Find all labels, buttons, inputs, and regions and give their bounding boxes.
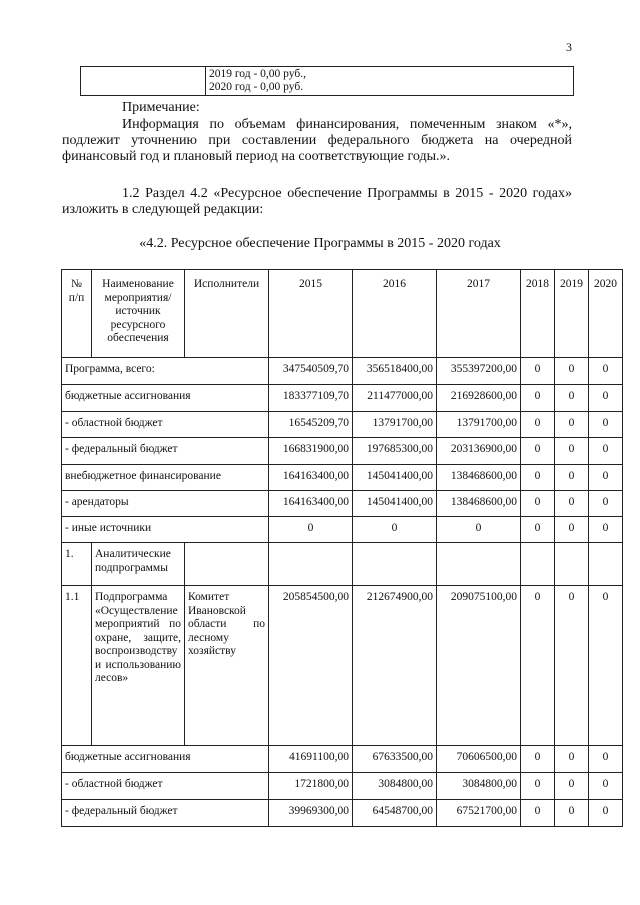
value-2018: 0 (521, 465, 555, 491)
value-2018: 0 (521, 491, 555, 517)
empty-cell (353, 543, 437, 586)
note-title: Примечание: (122, 100, 200, 115)
value-2017: 13791700,00 (437, 412, 521, 438)
table-row (62, 517, 623, 543)
section-paragraph-text: 1.2 Раздел 4.2 «Ресурсное обеспечение Программы в 2015 - 2020 годах» изложить в следующей редакции: (62, 186, 572, 217)
value-2020: 0 (589, 385, 623, 412)
empty-cell (589, 543, 623, 586)
value-2016: 64548700,00 (353, 800, 437, 827)
value-2017: 67521700,00 (437, 800, 521, 827)
value-2015: 0 (269, 517, 353, 543)
section-name: Аналитические подпрограммы (92, 543, 185, 586)
value-2015: 164163400,00 (269, 465, 353, 491)
value-2020: 0 (589, 358, 623, 385)
value-2016: 145041400,00 (353, 491, 437, 517)
row-label: - иные источники (62, 517, 269, 543)
value-2015: 164163400,00 (269, 491, 353, 517)
table-row (62, 465, 623, 491)
value-2020: 0 (589, 517, 623, 543)
resource-table (61, 269, 623, 827)
subprogram-name: Подпрограмма «Осуществление мероприятий по охране, защите, воспроизводству и использованию лесов» (92, 586, 185, 746)
table-row (62, 773, 623, 800)
funding-years-empty-cell (81, 67, 206, 96)
value-2019: 0 (555, 800, 589, 827)
row-label: - федеральный бюджет (62, 438, 269, 465)
value-2017: 355397200,00 (437, 358, 521, 385)
value-2015: 41691100,00 (269, 746, 353, 773)
empty-cell (555, 543, 589, 586)
value-2020: 0 (589, 491, 623, 517)
value-2020: 0 (589, 800, 623, 827)
table-row (62, 800, 623, 827)
value-2018: 0 (521, 517, 555, 543)
value-2020: 0 (589, 412, 623, 438)
subprogram-num: 1.1 (62, 586, 92, 746)
value-2015: 166831900,00 (269, 438, 353, 465)
header-2018: 2018 (521, 270, 555, 358)
funding-years-table (80, 66, 574, 96)
header-2016: 2016 (353, 270, 437, 358)
value-2016: 197685300,00 (353, 438, 437, 465)
value-2016: 67633500,00 (353, 746, 437, 773)
row-label: Программа, всего: (62, 358, 269, 385)
value-2019: 0 (555, 746, 589, 773)
empty-cell (185, 543, 269, 586)
header-2015: 2015 (269, 270, 353, 358)
header-2020: 2020 (589, 270, 623, 358)
table-title: «4.2. Ресурсное обеспечение Программы в 2015 - 2020 годах (139, 236, 501, 251)
value-2018: 0 (521, 773, 555, 800)
value-2019: 0 (555, 491, 589, 517)
value-2019: 0 (555, 586, 589, 746)
empty-cell (269, 543, 353, 586)
value-2015: 16545209,70 (269, 412, 353, 438)
value-2019: 0 (555, 385, 589, 412)
value-2016: 356518400,00 (353, 358, 437, 385)
funding-2020-line: 2020 год - 0,00 руб. (209, 81, 304, 93)
header-num: № п/п (62, 270, 92, 358)
value-2018: 0 (521, 358, 555, 385)
page-number: 3 (566, 40, 572, 54)
value-2018: 0 (521, 438, 555, 465)
value-2019: 0 (555, 412, 589, 438)
value-2016: 3084800,00 (353, 773, 437, 800)
value-2020: 0 (589, 773, 623, 800)
note-text (62, 117, 572, 165)
value-2015: 1721800,00 (269, 773, 353, 800)
row-label: внебюджетное финансирование (62, 465, 269, 491)
value-2017: 70606500,00 (437, 746, 521, 773)
value-2018: 0 (521, 412, 555, 438)
row-label: - арендаторы (62, 491, 269, 517)
note-text-content: Информация по объемам финансирования, помеченным знаком «*», подлежит уточнению при составлении федерального бюджета на очередной финансовый год и плановый период на соответствующие годы.». (62, 117, 572, 164)
subprogram-executor: Комитет Ивановской области по лесному хозяйству (185, 586, 269, 746)
row-label: бюджетные ассигнования (62, 385, 269, 412)
value-2017: 0 (437, 517, 521, 543)
value-2017: 138468600,00 (437, 491, 521, 517)
value-2015: 183377109,70 (269, 385, 353, 412)
table-row (62, 385, 623, 412)
value-2015: 347540509,70 (269, 358, 353, 385)
section-row (62, 543, 623, 586)
value-2016: 0 (353, 517, 437, 543)
value-2020: 0 (589, 438, 623, 465)
value-2019: 0 (555, 438, 589, 465)
value-2020: 0 (589, 586, 623, 746)
value-2016: 211477000,00 (353, 385, 437, 412)
empty-cell (521, 543, 555, 586)
value-2017: 209075100,00 (437, 586, 521, 746)
section-num: 1. (62, 543, 92, 586)
table-row (62, 358, 623, 385)
table-row (62, 491, 623, 517)
row-label: - федеральный бюджет (62, 800, 269, 827)
table-row (62, 412, 623, 438)
value-2018: 0 (521, 586, 555, 746)
value-2015: 205854500,00 (269, 586, 353, 746)
value-2016: 145041400,00 (353, 465, 437, 491)
empty-cell (437, 543, 521, 586)
value-2019: 0 (555, 358, 589, 385)
funding-2019-line: 2019 год - 0,00 руб., (209, 68, 306, 80)
value-2017: 138468600,00 (437, 465, 521, 491)
header-executor: Исполнители (185, 270, 269, 358)
value-2017: 203136900,00 (437, 438, 521, 465)
header-2019: 2019 (555, 270, 589, 358)
value-2018: 0 (521, 746, 555, 773)
value-2015: 39969300,00 (269, 800, 353, 827)
value-2020: 0 (589, 746, 623, 773)
value-2019: 0 (555, 773, 589, 800)
row-label: - областной бюджет (62, 773, 269, 800)
header-row (62, 270, 623, 358)
value-2016: 212674900,00 (353, 586, 437, 746)
subprogram-row (62, 586, 623, 746)
row-label: бюджетные ассигнования (62, 746, 269, 773)
value-2019: 0 (555, 517, 589, 543)
value-2018: 0 (521, 800, 555, 827)
funding-years-cell (206, 67, 574, 96)
header-name: Наименование мероприятия/ источник ресурсного обеспечения (92, 270, 185, 358)
value-2019: 0 (555, 465, 589, 491)
value-2018: 0 (521, 385, 555, 412)
table-row (62, 438, 623, 465)
section-paragraph (62, 186, 572, 218)
table-row (62, 746, 623, 773)
header-2017: 2017 (437, 270, 521, 358)
value-2020: 0 (589, 465, 623, 491)
value-2016: 13791700,00 (353, 412, 437, 438)
value-2017: 3084800,00 (437, 773, 521, 800)
value-2017: 216928600,00 (437, 385, 521, 412)
row-label: - областной бюджет (62, 412, 269, 438)
